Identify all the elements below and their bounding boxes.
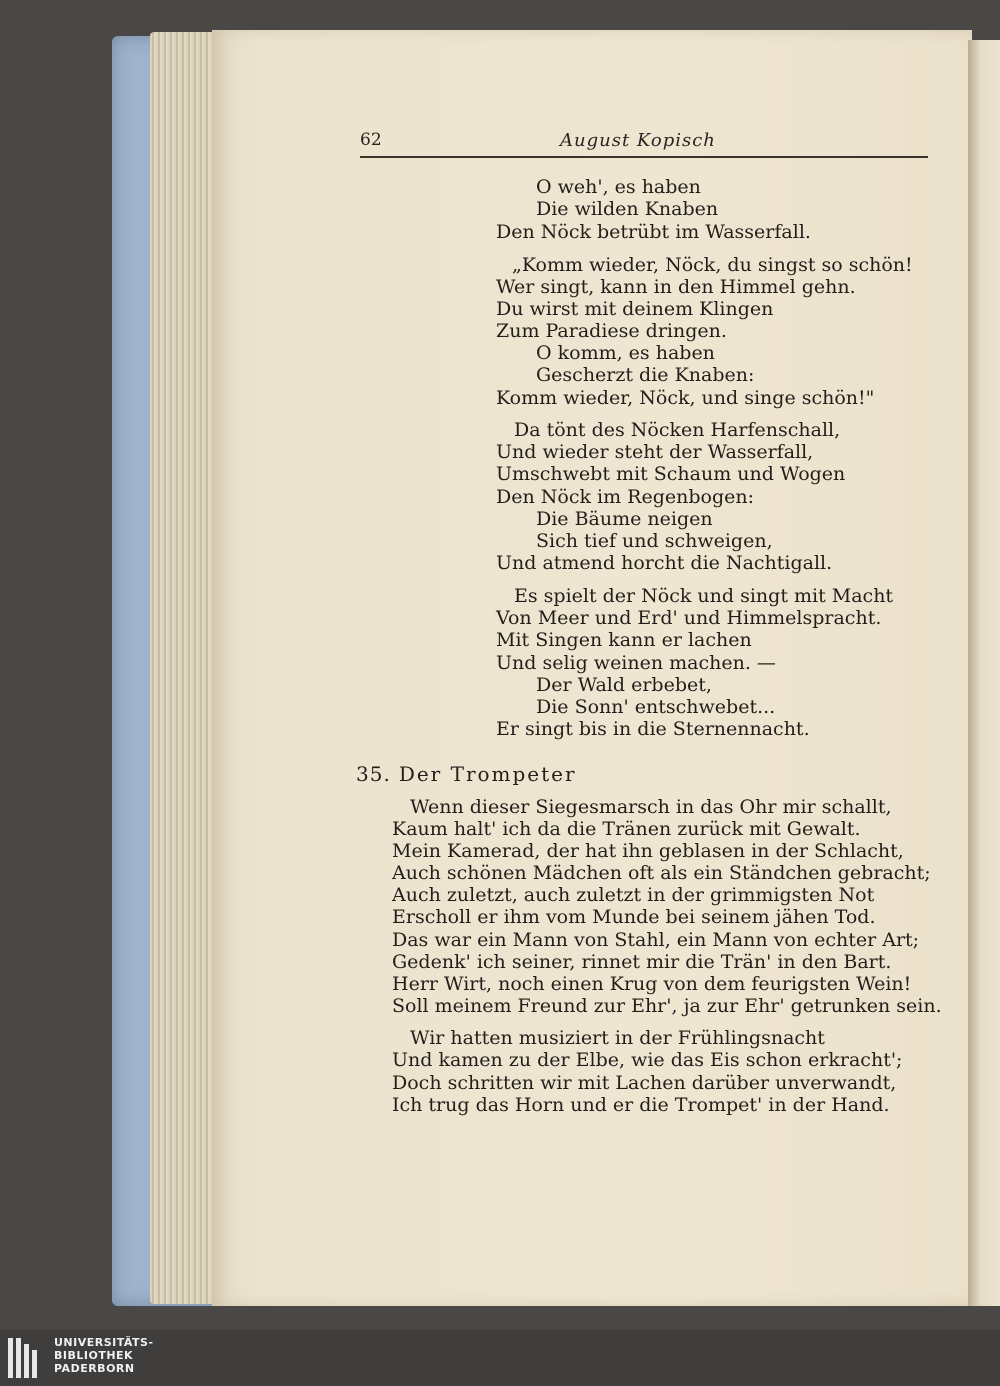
verse-line: Den Nöck betrübt im Wasserfall. <box>496 221 811 243</box>
verse-line: Kaum halt' ich da die Tränen zurück mit Gewalt. <box>392 818 861 840</box>
verse-line: Mein Kamerad, der hat ihn geblasen in der Schlacht, <box>392 840 904 862</box>
verse-line: Es spielt der Nöck und singt mit Macht <box>514 585 894 607</box>
verse-line: Von Meer und Erd' und Himmelspracht. <box>496 607 882 629</box>
running-head: August Kopisch <box>560 130 716 151</box>
verse-line: Komm wieder, Nöck, und singe schön!" <box>496 387 875 409</box>
poem-title: Der Trompeter <box>398 762 577 786</box>
verse-line: Wir hatten musiziert in der Frühlingsnacht <box>410 1027 825 1049</box>
poem-heading <box>356 762 577 786</box>
verse-line: Und selig weinen machen. — <box>496 652 776 674</box>
verse-line: Und wieder steht der Wasserfall, <box>496 441 814 463</box>
verse-line: Du wirst mit deinem Klingen <box>496 298 774 320</box>
verse-line: Der Wald erbebet, <box>536 674 712 696</box>
verse-line: Die wilden Knaben <box>536 198 719 220</box>
verse-line: Wenn dieser Siegesmarsch in das Ohr mir schallt, <box>410 796 892 818</box>
library-footer <box>0 1330 1000 1386</box>
library-logo-icon <box>8 1338 48 1378</box>
library-name: UNIVERSITÄTS- BIBLIOTHEK PADERBORN <box>54 1336 154 1375</box>
verse-line: Das war ein Mann von Stahl, ein Mann von echter Art; <box>392 929 920 951</box>
verse-line: Erscholl er ihm vom Munde bei seinem jähen Tod. <box>392 906 876 928</box>
verse-line: Die Sonn' entschwebet... <box>536 696 776 718</box>
verse-line: Mit Singen kann er lachen <box>496 629 752 651</box>
verse-line: Umschwebt mit Schaum und Wogen <box>496 463 846 485</box>
verse-line: O weh', es haben <box>536 176 701 198</box>
verse-line: Den Nöck im Regenbogen: <box>496 486 754 508</box>
page-number: 62 <box>360 130 382 150</box>
page-stack-edge <box>150 32 220 1304</box>
verse-line: Sich tief und schweigen, <box>536 530 773 552</box>
verse-line: Doch schritten wir mit Lachen darüber unverwandt, <box>392 1072 897 1094</box>
verse-line: O komm, es haben <box>536 342 715 364</box>
verse-line: „Komm wieder, Nöck, du singst so schön! <box>512 254 913 276</box>
verse-line: Auch schönen Mädchen oft als ein Ständchen gebracht; <box>392 862 931 884</box>
verse-line: Auch zuletzt, auch zuletzt in der grimmigsten Not <box>392 884 875 906</box>
verse-line: Wer singt, kann in den Himmel gehn. <box>496 276 856 298</box>
verse-line: Ich trug das Horn und er die Trompet' in der Hand. <box>392 1094 890 1116</box>
verse-line: Er singt bis in die Sternennacht. <box>496 718 810 740</box>
header-rule <box>360 156 928 158</box>
poem-number: 35. <box>356 762 391 786</box>
verse-line: Zum Paradiese dringen. <box>496 320 727 342</box>
verse-line: Gescherzt die Knaben: <box>536 364 755 386</box>
verse-line: Die Bäume neigen <box>536 508 713 530</box>
verse-line: Herr Wirt, noch einen Krug von dem feurigsten Wein! <box>392 973 912 995</box>
next-page-edge <box>968 40 1000 1306</box>
verse-line: Da tönt des Nöcken Harfenschall, <box>514 419 841 441</box>
verse-line: Gedenk' ich seiner, rinnet mir die Trän' in den Bart. <box>392 951 892 973</box>
verse-line: Soll meinem Freund zur Ehr', ja zur Ehr' getrunken sein. <box>392 995 942 1017</box>
verse-line: Und atmend horcht die Nachtigall. <box>496 552 833 574</box>
verse-line: Und kamen zu der Elbe, wie das Eis schon erkracht'; <box>392 1049 903 1071</box>
